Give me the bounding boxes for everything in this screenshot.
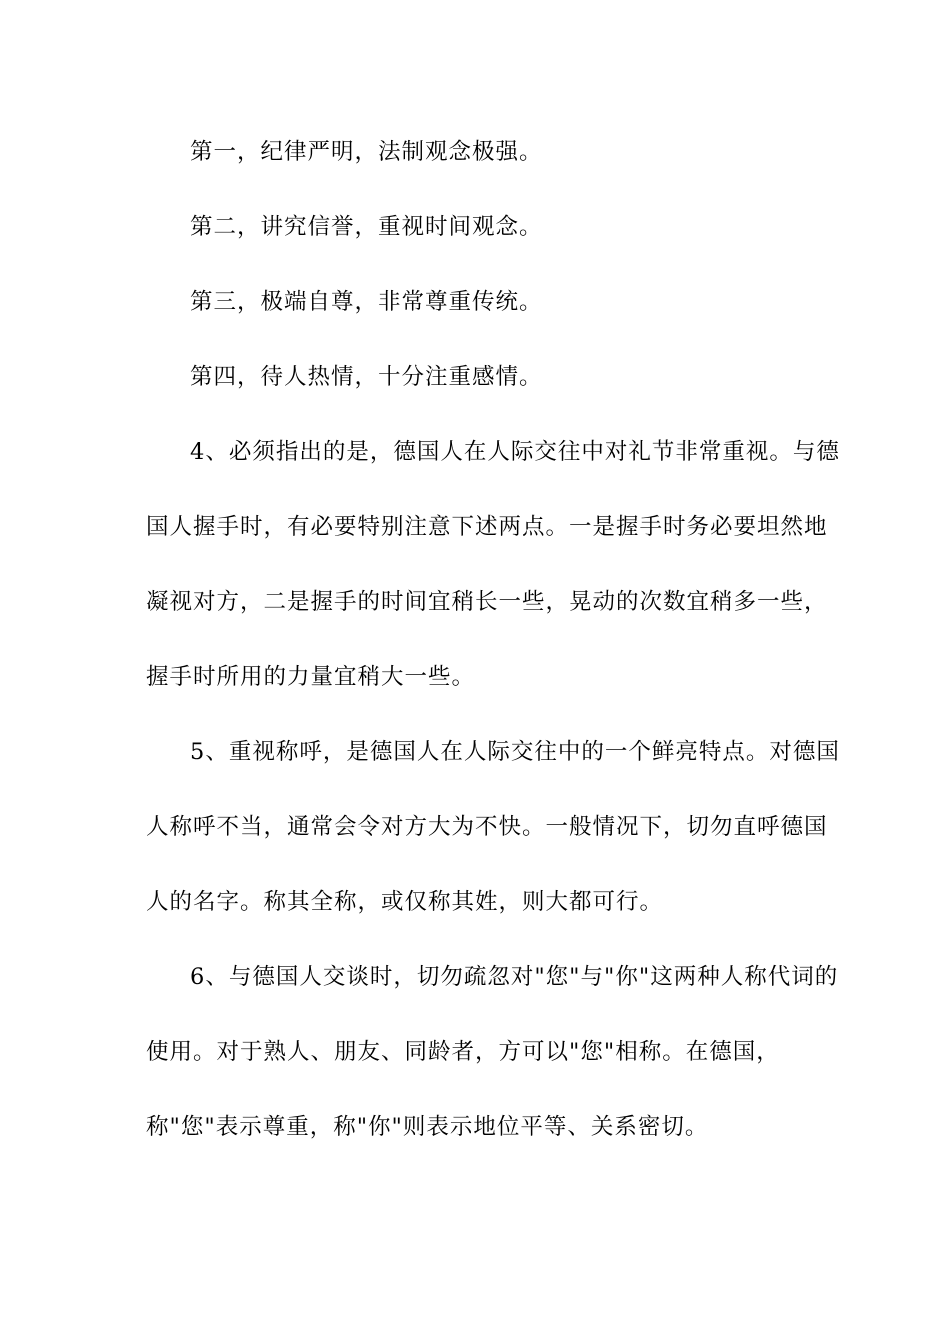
paragraph-6-line-3: 称"您"表示尊重，称"你"则表示地位平等、关系密切。 (146, 1114, 709, 1140)
paragraph-4-line-3: 凝视对方，二是握手的时间宜稍长一些，晃动的次数宜稍多一些， (146, 589, 828, 615)
paragraph-4-line-1: 4、必须指出的是，德国人在人际交往中对礼节非常重视。与德 (190, 439, 840, 465)
text-line-3: 第三，极端自尊，非常尊重传统。 (190, 289, 543, 315)
paragraph-6-line-2: 使用。对于熟人、朋友、同龄者，方可以"您"相称。在德国， (146, 1039, 780, 1065)
paragraph-4-line-4: 握手时所用的力量宜稍大一些。 (146, 664, 476, 690)
text-line-1: 第一，纪律严明，法制观念极强。 (190, 139, 543, 165)
paragraph-5-line-3: 人的名字。称其全称，或仅称其姓，则大都可行。 (146, 889, 664, 915)
paragraph-5-line-1: 5、重视称呼，是德国人在人际交往中的一个鲜亮特点。对德国 (190, 739, 840, 765)
paragraph-4-line-2: 国人握手时，有必要特别注意下述两点。一是握手时务必要坦然地 (146, 514, 828, 540)
paragraph-5-line-2: 人称呼不当，通常会令对方大为不快。一般情况下，切勿直呼德国 (146, 814, 828, 840)
text-line-4: 第四，待人热情，十分注重感情。 (190, 364, 543, 390)
paragraph-6-line-1: 6、与德国人交谈时，切勿疏忽对"您"与"你"这两种人称代词的 (190, 964, 839, 990)
text-line-2: 第二，讲究信誉，重视时间观念。 (190, 214, 543, 240)
